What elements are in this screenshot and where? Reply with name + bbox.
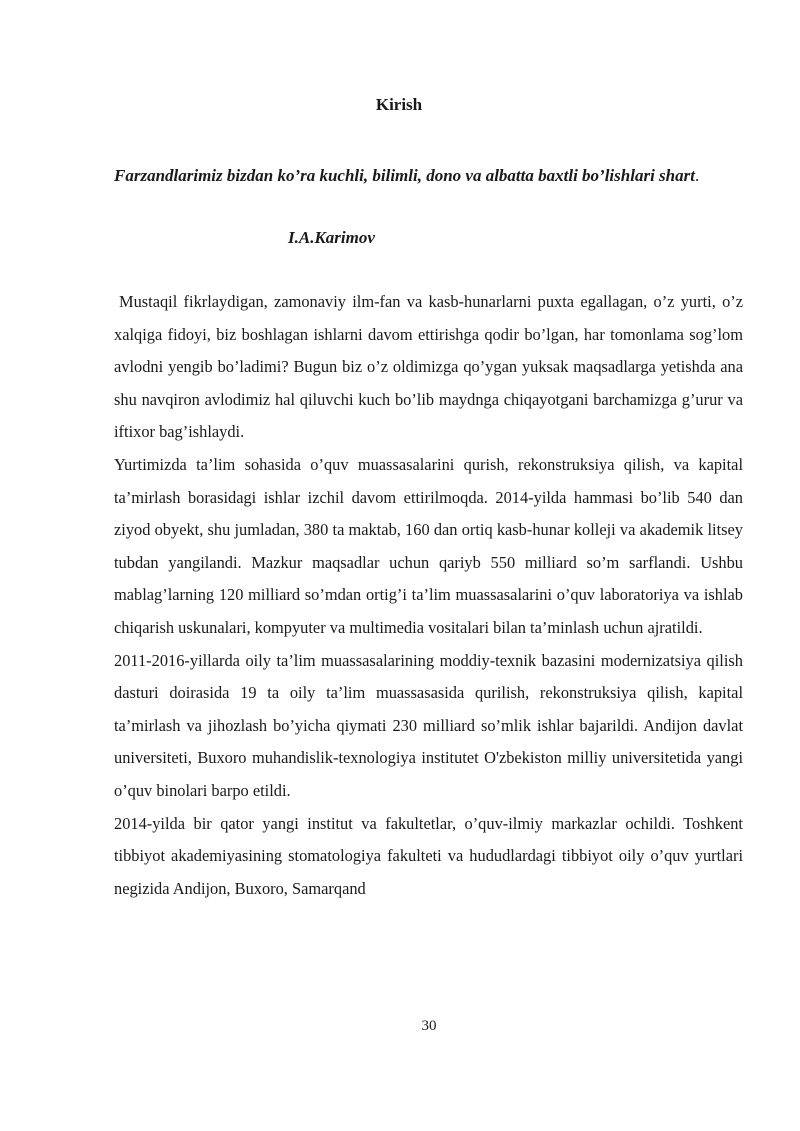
page-title: Kirish <box>375 95 423 114</box>
paragraph-3: 2011-2016-yillarda oily ta’lim muassasalarining moddiy-texnik bazasini modernizatsiya qilish dasturi doirasida 19 ta oily ta’lim muassasasida qurilish, rekonstruksiya qilish, kapital ta’mirlash va jihozlash bo’yicha qiymati 230 milliard so’mlik ishlar bajarildi. Andijon davlat universiteti, Buxoro muhandislik-texnologiya institutet O'zbekiston milliy universitetida yangi o’quv binolari barpo etildi. <box>114 650 743 800</box>
paragraph-2: Yurtimizda ta’lim sohasida o’quv muassasalarini qurish, rekonstruksiya qilish, va kapital ta’mirlash borasidagi ishlar izchil davom ettirilmoqda. 2014-yilda hammasi bo’lib 540 dan ziyod obyekt, shu jumladan, 380 ta maktab, 160 dan ortiq kasb-hunar kolleji va akademik litsey tubdan yangilandi. Mazkur maqsadlar uchun qariyb 550 milliard so’m sarflandi. Ushbu mablag’larning 120 milliard so’mdan ortig’i ta’lim muassasalarini o’quv laboratoriya va ishlab chiqarish uskunalari, kompyuter va multimedia vositalari bilan ta’minlash uchun ajratildi. <box>114 454 743 637</box>
paragraph-1: Mustaqil fikrlaydigan, zamonaviy ilm-fan va kasb-hunarlarni puxta egallagan, o’z yurti, o’z xalqiga fidoyi, biz boshlagan ishlarni davom ettirishga qodir bo’lgan, har tomonlama sog’lom avlodni yengib bo’ladimi? Bugun biz o’z oldimizga qo’ygan yuksak maqsadlarga yetishda ana shu navqiron avlodimiz hal qiluvchi kuch bo’lib maydnga chiqayotgani barchamizga g’urur va iftixor bag’ishlaydi. <box>114 292 743 442</box>
epigraph-text: Farzandlarimiz bizdan ko’ra kuchli, bilimli, dono va albatta baxtli bo’lishlari shart <box>114 166 695 185</box>
epigraph-period: . <box>694 166 700 185</box>
epigraph-author: I.A.Karimov <box>288 228 375 247</box>
paragraph-4: 2014-yilda bir qator yangi institut va fakultetlar, o’quv-ilmiy markazlar ochildi. Toshkent tibbiyot akademiyasining stomatologiya fakulteti va hududlardagi tibbiyot oily o’quv yurtlari negizida Andijon, Buxoro, Samarqand <box>114 813 743 898</box>
page-number: 30 <box>421 1018 437 1034</box>
epigraph-quote <box>114 160 744 192</box>
body-text <box>114 286 743 905</box>
